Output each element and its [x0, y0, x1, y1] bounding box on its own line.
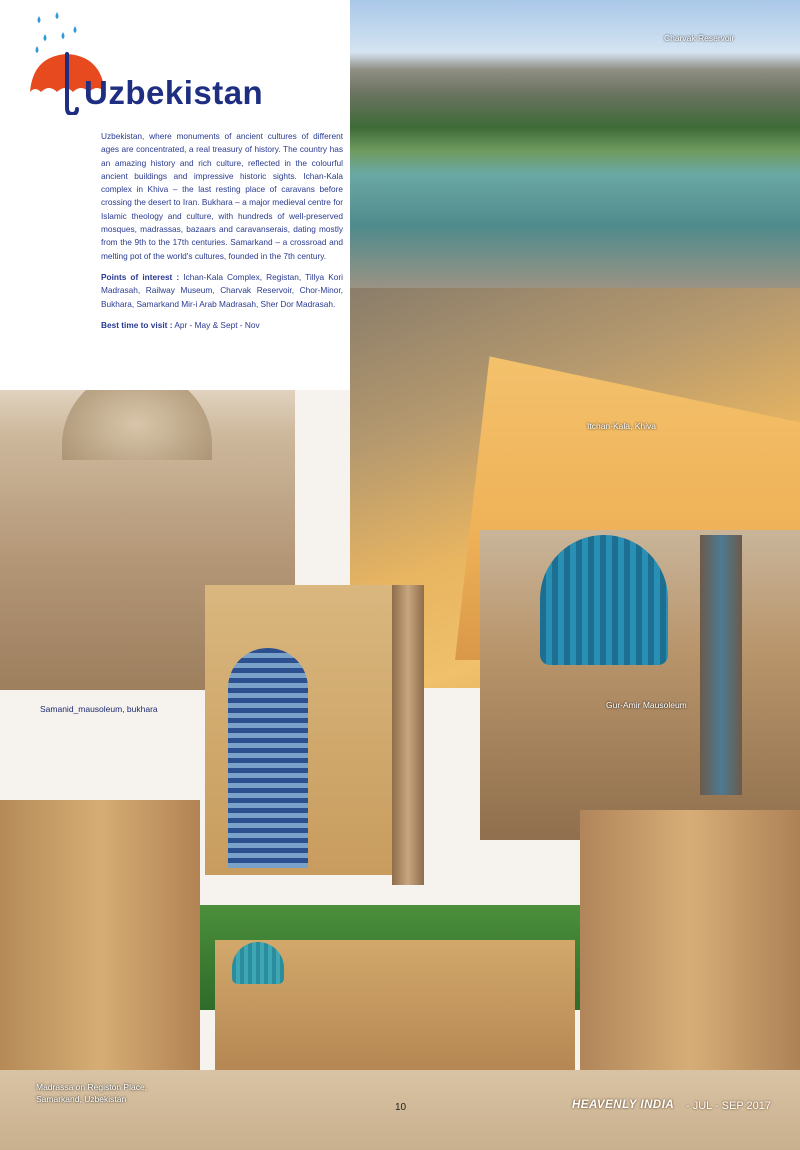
registan-left-madrasah [0, 800, 200, 1100]
caption-charvak: Charvak Reservoir [664, 33, 735, 43]
magazine-brand: HEAVENLY INDIA [572, 1099, 675, 1111]
gur-amir-dome [540, 535, 668, 665]
article-body [101, 130, 343, 340]
page-number: 10 [395, 1102, 407, 1113]
caption-gur-amir: Gur-Amir Mausoleum [606, 700, 687, 710]
points-of-interest [101, 271, 343, 311]
gur-amir-minaret [700, 535, 742, 795]
registan-right-madrasah [580, 810, 800, 1100]
best-time [101, 319, 343, 332]
best-time-label: Best time to visit : [101, 319, 173, 330]
caption-samanid: Samanid_mausoleum, bukhara [40, 704, 158, 714]
points-label: Points of interest : [101, 271, 180, 282]
caption-registan-line2: Samarkand, Uzbekistan [36, 1094, 127, 1104]
points-value: Ichan-Kala Complex, Registan, Tillya Kori Madrasah, Railway Museum, Charvak Reservoir, Chor-Minor, Bukhara, Samarkand Mir-i Arab Madrasah, Sher Dor Madrasah. [101, 271, 344, 309]
best-time-value: Apr - May & Sept - Nov [174, 319, 260, 330]
issue-date: - JUL - SEP 2017 [686, 1100, 771, 1112]
caption-registan-line1: Madrassa on Registon Place, [36, 1082, 148, 1092]
caption-itchan: Itchan-Kala, Khiva [587, 421, 656, 431]
portal-minaret [392, 585, 424, 885]
page-title: Uzbekistan [84, 74, 264, 111]
intro-paragraph: Uzbekistan, where monuments of ancient cultures of different ages are concentrated, a real treasury of history. The country has an amazing history and rich culture, reflected in the colourful ancient buildings and impressive historic sights. Ichan-Kala complex in Khiva – the last resting place of caravans before crossing the desert to Iran. Bukhara – a major medieval centre for Islamic theology and culture, with hundreds of well-preserved mosques, madrassas, bazaars and caravanserais, dating mostly from the 9th to the 17th centuries. Samarkand – a crossroad and melting pot of the world's cultures, founded in the 7th century. [101, 131, 343, 261]
charvak-reservoir-photo [350, 0, 800, 290]
portal-arch [228, 648, 308, 868]
